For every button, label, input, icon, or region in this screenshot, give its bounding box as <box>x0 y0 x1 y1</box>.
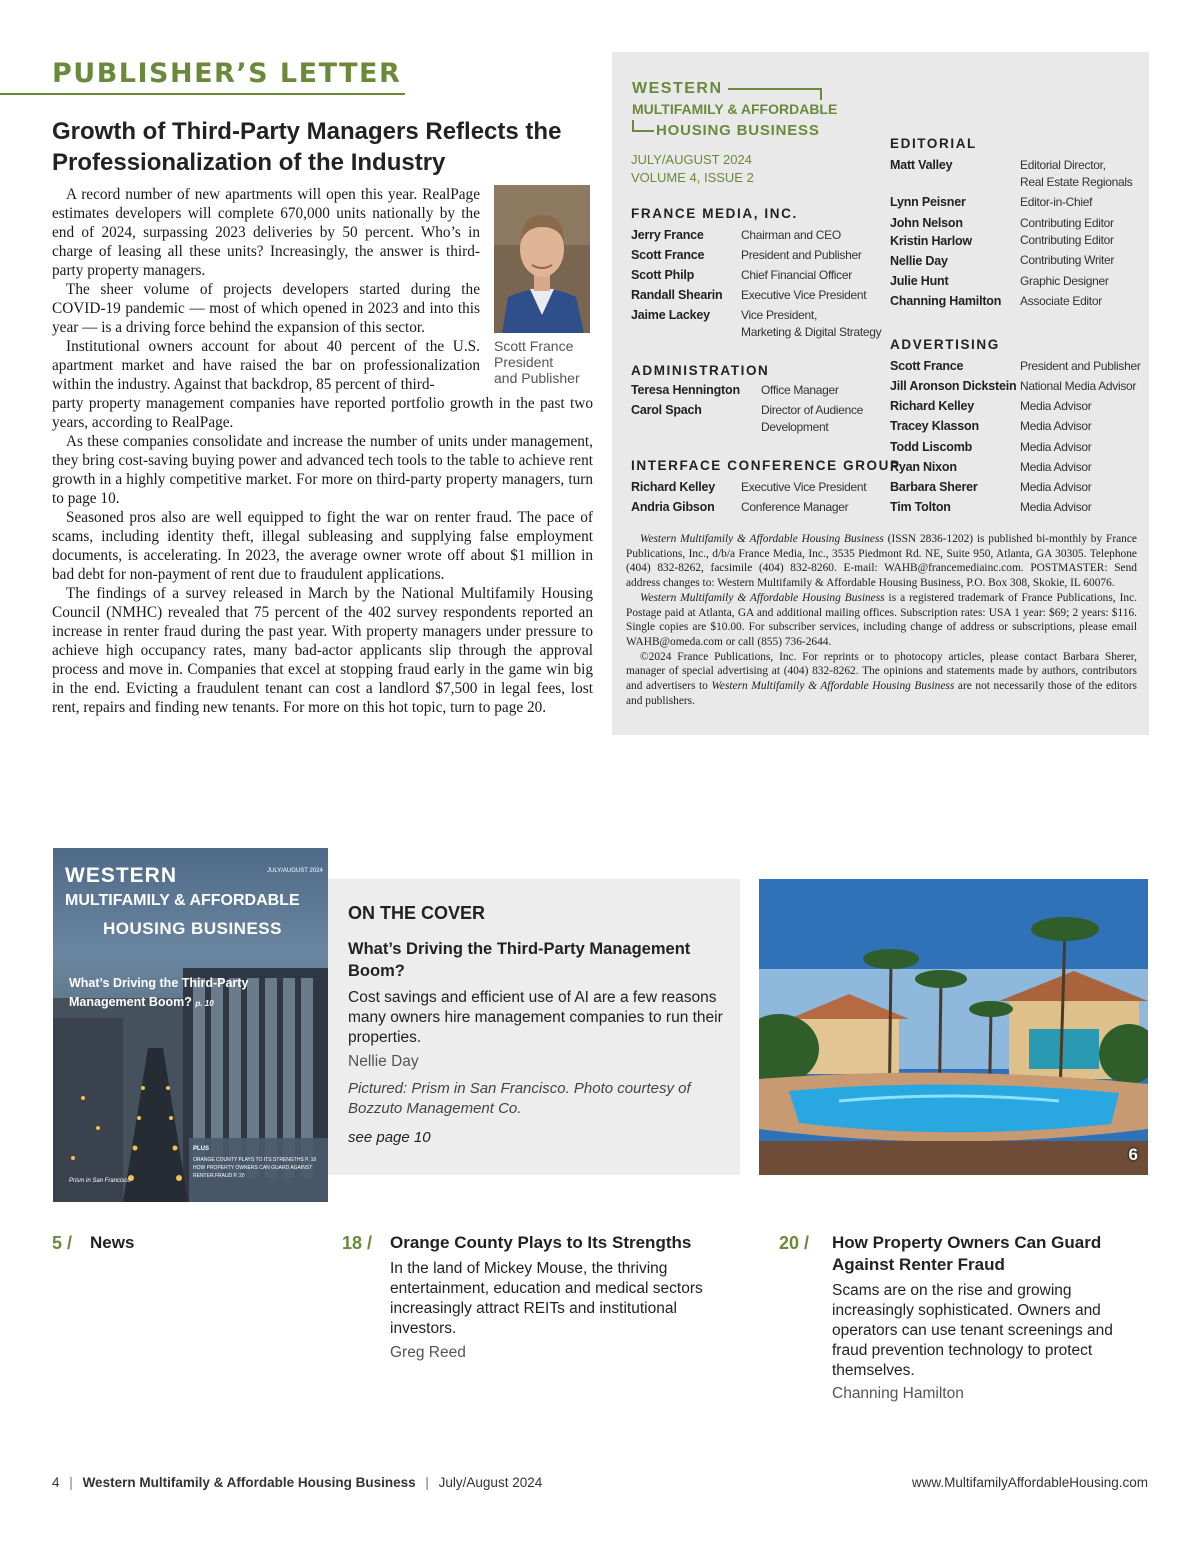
staff-name: Jerry France <box>631 228 704 242</box>
staff-role: Media Advisor <box>1020 440 1092 454</box>
issue-volume: VOLUME 4, ISSUE 2 <box>631 170 754 185</box>
staff-name: Tracey Klasson <box>890 419 979 433</box>
legal-paragraph <box>626 532 1137 591</box>
staff-role: Editorial Director, <box>1020 158 1106 172</box>
publisher-photo <box>494 185 590 333</box>
cover-image <box>53 848 328 1202</box>
issue-info <box>631 151 754 187</box>
staff-role: Graphic Designer <box>1020 274 1109 288</box>
staff-name: Randall Shearin <box>631 288 723 302</box>
page-number-badge: 6 <box>1128 1145 1138 1164</box>
staff-name: Kristin Harlow <box>890 234 972 248</box>
logo-rule <box>632 130 654 132</box>
legal-text: are not necessarily those of the editors and publishers. <box>626 680 1137 707</box>
staff-role: Chief Financial Officer <box>741 268 852 282</box>
staff-name: Scott France <box>631 248 705 262</box>
publication-name: Western Multifamily & Affordable Housing Business <box>640 533 884 545</box>
logo-rule <box>820 88 822 100</box>
toc-number: 20 / <box>779 1233 810 1253</box>
toc-author: Channing Hamilton <box>832 1385 964 1402</box>
staff-name: Andria Gibson <box>631 500 715 514</box>
toc-title[interactable]: How Property Owners Can Guard Against Renter Fraud <box>832 1233 1102 1274</box>
staff-role: Media Advisor <box>1020 419 1092 433</box>
resort-pool-illustration <box>759 879 1148 1175</box>
letter-body-top <box>52 185 480 394</box>
staff-name: Tim Tolton <box>890 500 951 514</box>
masthead-logo-line: WESTERN <box>632 80 723 97</box>
cover-plus-item: RENTER FRAUD P. 20 <box>193 1173 245 1179</box>
staff-role: Director of Audience <box>761 403 864 417</box>
person-portrait-icon <box>494 185 590 333</box>
staff-role: Marketing & Digital Strategy <box>741 325 882 339</box>
photo-caption <box>494 338 594 386</box>
section-label: PUBLISHER’S LETTER <box>52 58 402 89</box>
staff-name: Julie Hunt <box>890 274 949 288</box>
cover-headline-line <box>69 993 248 1013</box>
legal-paragraph <box>626 591 1137 650</box>
staff-role: Executive Vice President <box>741 480 867 494</box>
footer-separator: | <box>425 1475 429 1490</box>
masthead-logo-line: HOUSING BUSINESS <box>656 122 820 139</box>
page-number: 4 <box>52 1475 60 1490</box>
staff-role: Contributing Editor <box>1020 216 1114 230</box>
caption-line: and Publisher <box>494 370 580 386</box>
on-the-cover-description: Cost savings and efficient use of AI are a few reasons many owners hire management companies to run their properties. <box>348 989 723 1046</box>
staff-name: Jill Aronson Dickstein <box>890 379 1017 393</box>
footer-issue: July/August 2024 <box>438 1475 543 1490</box>
section-title: ADVERTISING <box>890 337 1000 352</box>
publication-name: Western Multifamily & Affordable Housing Business <box>711 680 955 693</box>
staff-name: Channing Hamilton <box>890 294 1002 308</box>
staff-role: Contributing Writer <box>1020 253 1115 267</box>
cover-headline-line: What’s Driving the Third-Party <box>69 976 249 990</box>
staff-name: Jaime Lackey <box>631 308 710 322</box>
section-rule <box>0 93 405 95</box>
on-the-cover-photo-credit: Pictured: Prism in San Francisco. Photo courtesy of Bozzuto Management Co. <box>348 1080 691 1117</box>
toc-number: 5 / <box>52 1233 73 1253</box>
staff-name: Scott France <box>890 359 964 373</box>
staff-name: Carol Spach <box>631 403 702 417</box>
on-the-cover-author: Nellie Day <box>348 1053 419 1070</box>
toc-author: Greg Reed <box>390 1344 466 1361</box>
staff-name: Ryan Nixon <box>890 460 957 474</box>
legal-text: (ISSN 2836-1202) is published bi-monthly by France Publications, Inc., d/b/a France Media, Inc., 3535 Piedmont Rd. NE, Suite 950, Atlanta, GA 30305. Telephone (404) 832-8262, facsimile (404) 832-8260. E-mail: WAHB@francemediainc.com. POSTMASTER: Send address changes to: Western Multifamily & Affordable Housing Business, P.O. Box 308, Skokie, IL 60076. <box>626 533 1137 590</box>
on-the-cover-label: ON THE COVER <box>348 903 486 923</box>
staff-name: Richard Kelley <box>890 399 975 413</box>
staff-role: Conference Manager <box>741 500 849 514</box>
staff-name: Lynn Peisner <box>890 195 966 209</box>
staff-name: Barbara Sherer <box>890 480 978 494</box>
footer-publication: Western Multifamily & Affordable Housing Business <box>82 1475 416 1490</box>
logo-rule <box>728 88 822 90</box>
section-title: INTERFACE CONFERENCE GROUP <box>631 458 901 473</box>
publication-name: Western Multifamily & Affordable Housing Business <box>640 591 885 604</box>
letter-paragraph: Seasoned pros also are well equipped to fight the war on renter fraud. The pace of scams, including identity theft, illegal subleasing and supplying false employment documents, is accelerating. In 2023, the average owner wrote off about $1 million in bad debt for non-payment of rent due to fraudulent applications. <box>52 509 593 583</box>
toc-title[interactable]: News <box>90 1233 135 1252</box>
cover-headline-text: Management Boom? <box>69 995 192 1009</box>
legal-notice <box>626 532 1137 708</box>
letter-paragraph: A record number of new apartments will open this year. RealPage estimates developers will complete 670,000 units nationally by the end of 2024, surpassing 2023 deliveries by 50 percent. Who’s in charge of leasing all these units? Increasingly, the answer is third-party property managers. <box>52 186 480 279</box>
letter-body-bottom <box>52 394 593 717</box>
letter-paragraph: The findings of a survey released in March by the National Multifamily Housing Council (NMHC) revealed that 75 percent of the 402 survey respondents reported an increase in renter fraud during the past year. With property managers under pressure to achieve high occupancy rates, many bad-actor applicants slip through the approval process and move in. Companies that excel at stopping fraud early in the game win big in the end. Evicting a fraudulent tenant can cost a landlord $7,500 in legal fees, lost rent, repairs and finding new tenants. For more on this hot topic, turn to page 20. <box>52 585 593 716</box>
pool-photo <box>759 879 1148 1175</box>
footer-left <box>52 1475 542 1490</box>
staff-role: Vice President, <box>741 308 817 322</box>
legal-text: is a registered trademark of France Publications, Inc. Postage paid at Atlanta, GA and additional mailing offices. Subscription rates: USA 1 year: $69; 2 years: $116. Single copies are $10.00. For subscriber services, including change of address or subscriptions, please email WAHB@omeda.com or call (855) 736-2644. <box>626 591 1137 648</box>
cover-plus-list <box>193 1156 316 1180</box>
letter-paragraph: Institutional owners account for about 40 percent of the U.S. apartment market and have raised the bar on professionalization within the industry. Against that backdrop, 85 percent of third- <box>52 338 480 393</box>
toc-number: 18 / <box>342 1233 373 1253</box>
masthead-logo-line: MULTIFAMILY & AFFORDABLE <box>632 101 838 117</box>
staff-role: Development <box>761 420 829 434</box>
staff-name: Richard Kelley <box>631 480 716 494</box>
staff-role: National Media Advisor <box>1020 379 1137 393</box>
staff-role: Contributing Editor <box>1020 233 1114 247</box>
footer-url[interactable]: www.MultifamilyAffordableHousing.com <box>911 1475 1148 1490</box>
toc-description: Scams are on the rise and growing increasingly sophisticated. Owners and operators can use tenant screenings and fraud prevention technology to protect themselves. <box>832 1282 1113 1379</box>
letter-paragraph: As these companies consolidate and increase the number of units under management, they bring cost-saving buying power and advanced tech tools to the table to achieve rent growth in a highly competitive market. For more on third-party property managers, turn to page 10. <box>52 433 593 507</box>
staff-role: Real Estate Regionals <box>1020 175 1133 189</box>
staff-role: President and Publisher <box>741 248 862 262</box>
staff-role: Editor-in-Chief <box>1020 195 1093 209</box>
cover-logo-line: WESTERN <box>65 864 177 887</box>
staff-name: Matt Valley <box>890 158 953 172</box>
staff-role: Executive Vice President <box>741 288 867 302</box>
cover-date: JULY/AUGUST 2024 <box>267 868 323 874</box>
cover-plus-item: ORANGE COUNTY PLAYS TO ITS STRENGTHS P. 18 <box>193 1157 317 1163</box>
staff-name: Teresa Hennington <box>631 383 740 397</box>
cover-page-ref: p. 10 <box>195 999 214 1008</box>
cover-plus-item: HOW PROPERTY OWNERS CAN GUARD AGAINST <box>193 1165 313 1171</box>
caption-line: Scott France <box>494 338 574 354</box>
cover-plus: PLUS <box>193 1146 210 1152</box>
staff-role: Associate Editor <box>1020 294 1102 308</box>
cover-headline <box>69 974 248 1013</box>
staff-role: Chairman and CEO <box>741 228 841 242</box>
staff-role: Media Advisor <box>1020 480 1092 494</box>
legal-text: ©2024 France Publications, Inc. For reprints or to photocopy articles, please contact Barbara Sherer, manager of special advertising at (404) 832-8262. The opinions and statements made by authors, contributors and advertisers to <box>626 650 1137 693</box>
headline: Growth of Third-Party Managers Reflects the Professionalization of the Industry <box>52 118 562 176</box>
legal-paragraph <box>626 650 1137 709</box>
section-title: FRANCE MEDIA, INC. <box>631 206 798 221</box>
on-the-cover-title: What’s Driving the Third-Party Management Boom? <box>348 940 691 980</box>
staff-role: Media Advisor <box>1020 460 1092 474</box>
see-page-link[interactable]: see page 10 <box>348 1129 431 1146</box>
toc-description: In the land of Mickey Mouse, the thriving entertainment, education and medical sectors increasingly attract REITs and institutional investors. <box>390 1260 703 1337</box>
caption-line: President <box>494 354 554 370</box>
staff-name: Todd Liscomb <box>890 440 973 454</box>
staff-role: Office Manager <box>761 383 839 397</box>
section-title: EDITORIAL <box>890 136 977 151</box>
letter-paragraph: The sheer volume of projects developers started during the COVID-19 pandemic — most of which opened in 2023 and into this year — is a driving force behind the expansion of this sector. <box>52 281 480 336</box>
staff-name: Nellie Day <box>890 254 948 268</box>
letter-paragraph: party property management companies have reported portfolio growth in the past two years, according to RealPage. <box>52 395 593 431</box>
cover-credit: Prism in San Francisco <box>69 1178 131 1184</box>
issue-date: JULY/AUGUST 2024 <box>631 152 752 167</box>
cover-logo-line: HOUSING BUSINESS <box>103 919 282 938</box>
section-title: ADMINISTRATION <box>631 363 770 378</box>
toc-title[interactable]: Orange County Plays to Its Strengths <box>390 1233 692 1252</box>
staff-role: President and Publisher <box>1020 359 1141 373</box>
staff-name: John Nelson <box>890 216 963 230</box>
footer-separator: | <box>69 1475 73 1490</box>
cover-logo-line: MULTIFAMILY & AFFORDABLE <box>65 892 300 909</box>
staff-role: Media Advisor <box>1020 500 1092 514</box>
staff-name: Scott Philp <box>631 268 695 282</box>
staff-role: Media Advisor <box>1020 399 1092 413</box>
